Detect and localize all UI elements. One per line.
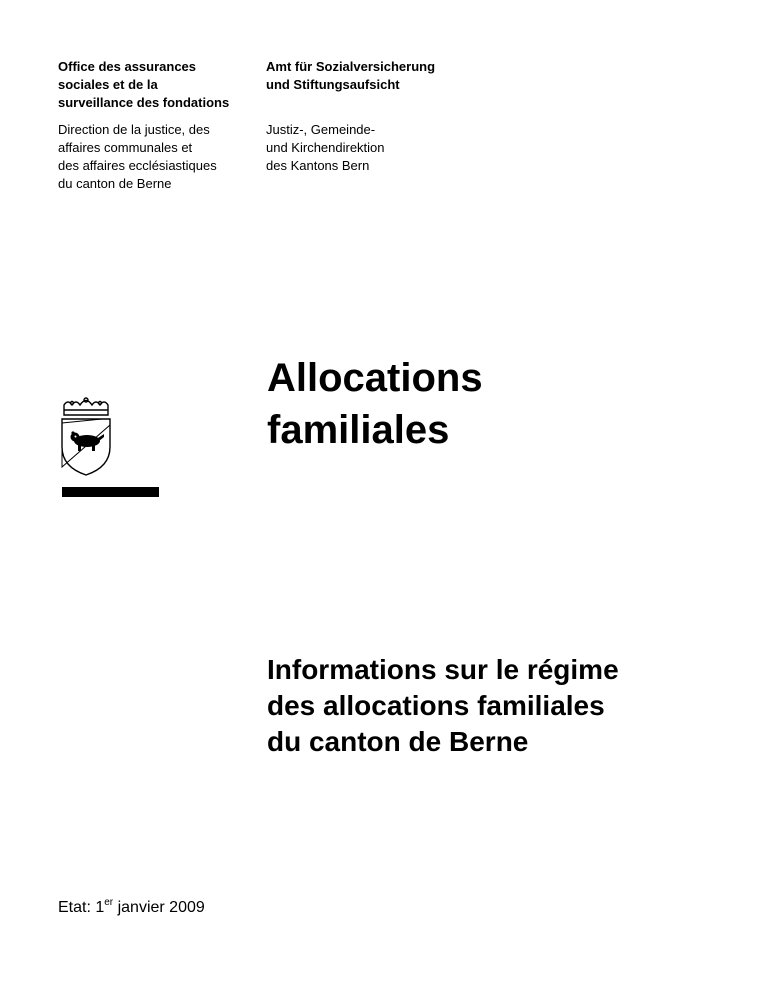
- page-subtitle: Informations sur le régime des allocations familiales du canton de Berne: [267, 654, 619, 757]
- page-title: Allocations familiales: [267, 356, 483, 452]
- decorative-bar: [62, 487, 159, 497]
- bern-coat-of-arms-icon: [58, 393, 114, 477]
- direction-name-fr: Direction de la justice, des affaires communales et des affaires ecclésiastiques du canton de Berne: [58, 122, 217, 191]
- status-date: [58, 898, 205, 918]
- office-name-fr: Office des assurances sociales et de la surveillance des fondations: [58, 59, 230, 110]
- direction-name-de: Justiz-, Gemeinde- und Kirchendirektion des Kantons Bern: [266, 122, 385, 173]
- status-superscript: er: [104, 897, 114, 908]
- status-prefix: Etat: 1: [58, 899, 105, 916]
- status-suffix: janvier 2009: [113, 899, 205, 916]
- office-name-de: Amt für Sozialversicherung und Stiftungsaufsicht: [266, 59, 436, 92]
